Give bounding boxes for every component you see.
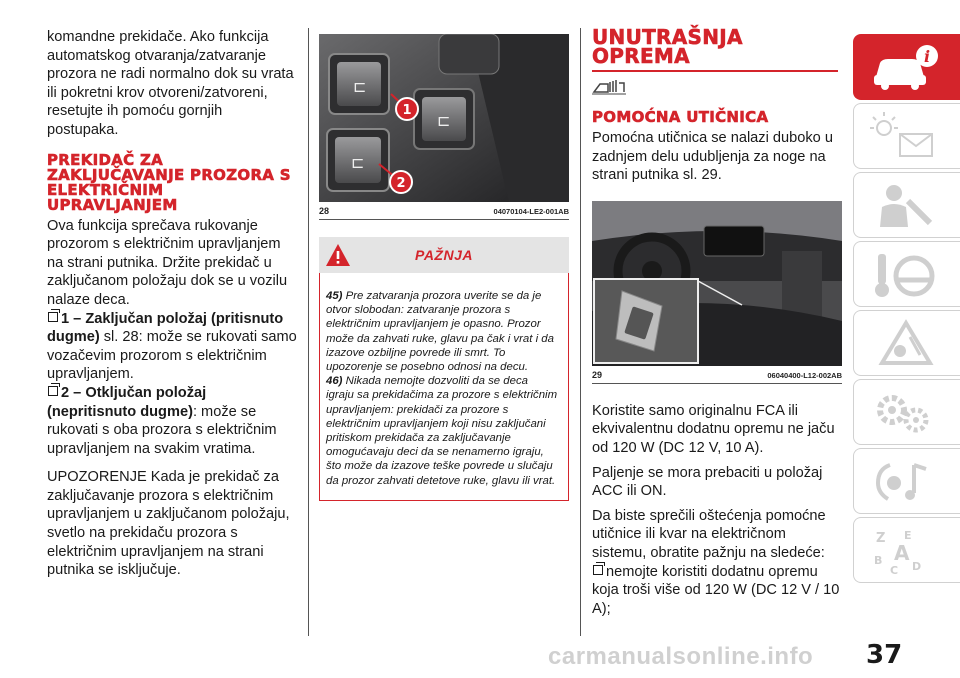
figure-caption <box>592 366 842 384</box>
svg-text:E: E <box>904 529 912 542</box>
tab-dashboard[interactable] <box>853 103 960 169</box>
heading-underline <box>592 70 838 72</box>
index-letters-icon <box>870 526 940 576</box>
list-item <box>47 384 297 458</box>
watermark: carmanualsonline.info <box>548 643 814 670</box>
figure-number: 29 <box>592 369 603 380</box>
svg-text:i: i <box>923 47 931 66</box>
item-label: 2 – Otključan položaj (nepritisnuto dugme) <box>47 384 207 420</box>
middle-column <box>319 28 569 501</box>
chapter-heading: UNUTRAŠNJA OPREMA <box>592 25 743 68</box>
bullet-icon <box>593 565 603 575</box>
car-info-icon <box>870 43 940 93</box>
item-text: : može se rukovati s oba prozora s električnim upravljanjem na svakim vratima. <box>47 403 277 457</box>
left-column <box>47 28 297 580</box>
figure-window-switches <box>319 34 569 202</box>
tab-emergency[interactable] <box>853 310 960 376</box>
caution-paragraph: Da biste sprečili oštećenja pomoćne utičnice ili kvar na električnom sistemu, obratite pažnju na sledeće: <box>592 507 826 561</box>
safety-seatbelt-icon <box>870 181 940 231</box>
spec-paragraph: Koristite samo originalnu FCA ili ekvivalentnu dodatnu opremu ne jaču od 120 W (DC 12 V, 10 A). <box>592 402 835 456</box>
svg-text:D: D <box>912 560 922 573</box>
warning-ref-number: 45) <box>326 290 343 302</box>
warning-header <box>319 237 569 273</box>
lock-description: Ova funkcija sprečava rukovanje prozorom s električnim upravljanjem na strani putnika. Držite prekidač u zaključanom položaju dok se u vozilu nalaze deca. <box>47 217 288 308</box>
tab-multimedia[interactable] <box>853 448 960 514</box>
warning-ref-number: 46) <box>326 375 343 388</box>
chapter-tabs <box>853 34 960 586</box>
window-switch-photo <box>319 34 569 202</box>
interior-photo <box>592 201 842 366</box>
multimedia-icon <box>870 457 940 507</box>
list-item <box>47 310 297 384</box>
item-label: 1 – Zaključan položaj (pritisnuto dugme) <box>47 310 284 346</box>
warning-item-text: Nikada nemojte dozvoliti da se deca igraju sa prekidačima za prozore s električnim upravljanjem: prekidači za prozore s električnim upravljanjem koji nisu zaključani pritiskom prekidača za zaključavanje omogućavaju deci da se nenamerno igraju, što može da izazove teške povrede u slučaju da prozor zahvati detetove ruke, glavu ili vrat. <box>326 375 558 487</box>
section-heading-socket: POMOĆNA UTIČNICA <box>592 108 769 126</box>
warning-item-text: Pre zatvaranja prozora uverite se da je otvor slobodan: zatvaranje prozora s električnim upravljanjem je opasno. Prozor može da zahvati ruke, glavu pa čak i vrat i da izazove ozbiljne povrede ili smrt. To upozorenje se posebno odnosi na decu. <box>326 290 554 374</box>
dashboard-lights-icon <box>870 112 940 162</box>
warning-item <box>326 289 558 374</box>
right-column <box>592 25 842 618</box>
warning-note-paragraph: UPOZORENJE Kada je prekidač za zaključavanje prozora s električnim upravljanjem u zaključanom položaju, svetlo na prekidaču prozora s električnim upravljanjem na strani putnika se isključuje. <box>47 469 290 579</box>
figure-auxiliary-socket <box>592 201 842 366</box>
callout-2-label: 2 <box>396 176 406 191</box>
list-item <box>592 563 842 619</box>
bullet-icon <box>48 312 58 322</box>
callout-1-label: 1 <box>402 103 412 118</box>
tab-maintenance[interactable] <box>853 379 960 445</box>
item-text: nemojte koristiti dodatnu opremu koja troši više od 120 W (DC 12 V / 10 A); <box>592 563 840 617</box>
warning-panel <box>319 237 569 501</box>
maintenance-gears-icon <box>870 388 940 438</box>
warning-triangle-icon <box>325 243 351 267</box>
page-number: 37 <box>866 640 903 670</box>
column-divider <box>580 28 581 636</box>
warning-body <box>319 273 569 501</box>
section-heading-window-lock: PREKIDAČ ZA ZAKLJUČAVANJE PROZORA S ELEKTRIČNIM UPRAVLJANJEM <box>47 150 291 214</box>
figure-code: 04070104-LE2-001AB <box>493 207 569 216</box>
warning-triangle-icon <box>870 319 940 369</box>
figure-caption <box>319 202 569 220</box>
bullet-icon <box>48 386 58 396</box>
tab-index[interactable] <box>853 517 960 583</box>
svg-text:⊏: ⊏ <box>353 77 367 96</box>
svg-text:A: A <box>894 541 910 565</box>
power-socket-icon <box>592 78 626 96</box>
figure-code: 06040400-L12-002AB <box>767 370 842 380</box>
svg-text:Z: Z <box>876 531 886 546</box>
socket-description: Pomoćna utičnica se nalazi duboko u zadnjem delu udubljenja za noge na strani putnika sl. 29. <box>592 130 833 184</box>
svg-text:B: B <box>874 554 883 567</box>
column-divider <box>308 28 309 636</box>
tab-safety[interactable] <box>853 172 960 238</box>
tab-car-info[interactable] <box>853 34 960 100</box>
ignition-paragraph: Paljenje se mora prebaciti u položaj ACC ili ON. <box>592 464 823 500</box>
svg-text:⊏: ⊏ <box>437 111 451 130</box>
warning-item <box>326 374 558 488</box>
item-text: sl. 28: može se rukovati samo vozačevim prozorom s električnim upravljanjem. <box>47 329 297 383</box>
tab-starting-driving[interactable] <box>853 241 960 307</box>
key-steering-icon <box>870 250 940 300</box>
svg-text:C: C <box>890 564 899 576</box>
warning-title: PAŽNJA <box>415 247 473 263</box>
figure-number: 28 <box>319 206 330 216</box>
intro-paragraph: komandne prekidače. Ako funkcija automatskog otvaranja/zatvaranje prozora ne radi normalno dok su vrata ili pokretni krov otvoreni/zatvoreni, resetujte ih pomoću gornjih postupaka. <box>47 29 294 138</box>
svg-text:⊏: ⊏ <box>351 153 365 172</box>
